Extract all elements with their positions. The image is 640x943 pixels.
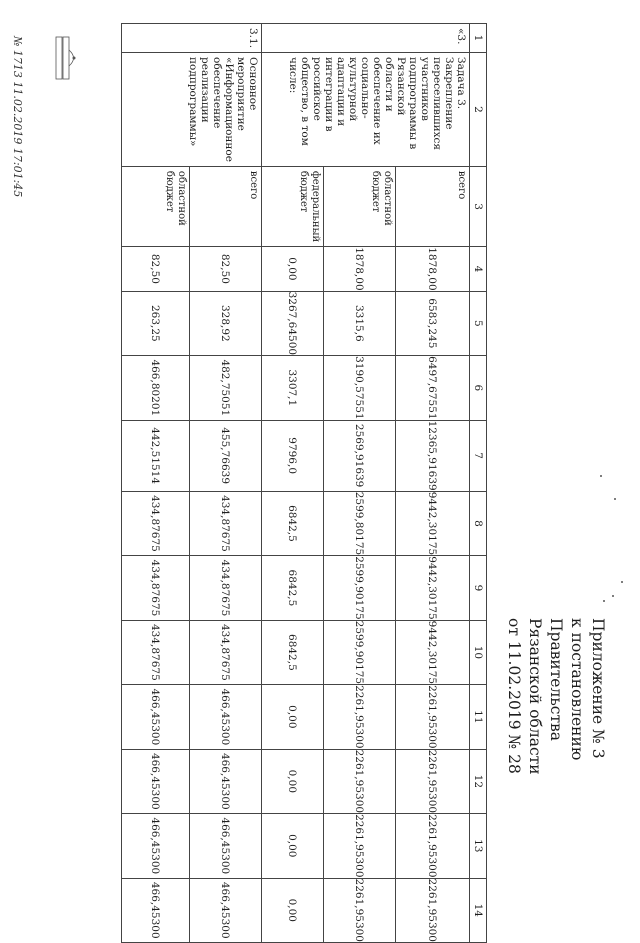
table-cell: 0,00 — [262, 247, 324, 291]
table-cell: 434,87675 — [190, 620, 262, 684]
row-name: Основное мероприятие «Информационное обеспечение реализации подпрограммы» — [122, 53, 262, 167]
table-cell: 6842,5 — [262, 491, 324, 555]
appendix-region-line: Рязанской области — [526, 618, 544, 775]
table-cell: 9442,30175 — [396, 491, 470, 555]
table-cell: 2261,95300 — [396, 685, 470, 749]
table-cell: 2261,95300 — [324, 878, 396, 942]
col-number: 12 — [470, 749, 487, 813]
appendix-resolution-line: к постановлению Правительства — [547, 618, 586, 761]
table-cell: 466,45300 — [122, 685, 190, 749]
table-cell: 3307,1 — [262, 356, 324, 420]
table-cell: 455,76639 — [190, 420, 262, 491]
table-cell: 466,45300 — [122, 749, 190, 813]
financing-table — [121, 23, 487, 943]
table-cell: 3190,57551 — [324, 356, 396, 420]
table-cell: 9442,30175 — [396, 620, 470, 684]
table-cell: 3267,64500 — [262, 291, 324, 355]
col-number: 11 — [470, 685, 487, 749]
appendix-date-line: от 11.02.2019 № 28 — [505, 618, 523, 774]
col-number: 14 — [470, 878, 487, 942]
table-cell: 9796,0 — [262, 420, 324, 491]
table-cell: 434,87675 — [122, 556, 190, 620]
scan-speck — [600, 475, 602, 477]
table-cell: 0,00 — [262, 814, 324, 878]
table-cell: 82,50 — [190, 247, 262, 291]
table-cell: 2599,90175 — [324, 620, 396, 684]
row-name: Задача 3. Закрепление переселившихся участников подпрограммы в Рязанской области и обеспечение их социально-культурной адаптации и интеграции в российское общество, в том числе: — [262, 53, 470, 167]
table-cell: 82,50 — [122, 247, 190, 291]
funding-source: федеральный бюджет — [262, 166, 324, 246]
table-cell: 9442,30175 — [396, 556, 470, 620]
table-cell: 6497,67551 — [396, 356, 470, 420]
table-cell: 434,87675 — [122, 491, 190, 555]
table-cell: 434,87675 — [122, 620, 190, 684]
table-cell: 2599,90175 — [324, 556, 396, 620]
col-number: 3 — [470, 166, 487, 246]
funding-source: областной бюджет — [324, 166, 396, 246]
col-number: 5 — [470, 291, 487, 355]
scan-speck — [603, 600, 605, 602]
table-row — [190, 24, 262, 943]
col-number: 2 — [470, 53, 487, 167]
scan-speck — [621, 581, 623, 583]
col-number: 1 — [470, 24, 487, 53]
table-cell: 0,00 — [262, 749, 324, 813]
table-cell: 466,45300 — [190, 814, 262, 878]
table-cell: 466,45300 — [122, 814, 190, 878]
col-number: 10 — [470, 620, 487, 684]
table-cell: 12365,91639 — [396, 420, 470, 491]
table-cell: 434,87675 — [190, 556, 262, 620]
table-cell: 2261,95300 — [324, 749, 396, 813]
table-cell: 1878,00 — [396, 247, 470, 291]
table-cell: 2261,95300 — [324, 814, 396, 878]
appendix-header — [503, 618, 608, 868]
col-number: 9 — [470, 556, 487, 620]
table-cell: 434,87675 — [190, 491, 262, 555]
table-cell: 3315,6 — [324, 291, 396, 355]
funding-source: областной бюджет — [122, 166, 190, 246]
table-cell: 2599,80175 — [324, 491, 396, 555]
table-cell: 2261,95300 — [396, 814, 470, 878]
col-number: 13 — [470, 814, 487, 878]
table-cell: 466,45300 — [190, 685, 262, 749]
table-row — [396, 24, 470, 943]
table-cell: 2261,95300 — [396, 749, 470, 813]
table-cell: 2261,95300 — [324, 685, 396, 749]
column-numbers-row — [470, 24, 487, 943]
table-cell: 6842,5 — [262, 556, 324, 620]
table-cell: 1878,00 — [324, 247, 396, 291]
table-cell: 0,00 — [262, 685, 324, 749]
col-number: 6 — [470, 356, 487, 420]
table-cell: 2261,95300 — [396, 878, 470, 942]
table-cell: 2569,91639 — [324, 420, 396, 491]
table-cell: 263,25 — [122, 291, 190, 355]
table-cell: 466,45300 — [190, 749, 262, 813]
table-cell: 482,75051 — [190, 356, 262, 420]
table-cell: 442,51514 — [122, 420, 190, 491]
row-number: «3. — [262, 24, 470, 53]
scan-speck — [614, 498, 616, 500]
table-cell: 6583,245 — [396, 291, 470, 355]
table-cell: 328,92 — [190, 291, 262, 355]
table-cell: 466,80201 — [122, 356, 190, 420]
table-cell: 466,45300 — [122, 878, 190, 942]
row-number: 3.1. — [122, 24, 262, 53]
appendix-title: Приложение № 3 — [589, 618, 607, 759]
scan-speck — [612, 595, 614, 597]
registration-stamp-icon — [55, 36, 79, 80]
table-cell: 0,00 — [262, 878, 324, 942]
funding-source: всего — [396, 166, 470, 246]
table-cell: 466,45300 — [190, 878, 262, 942]
col-number: 4 — [470, 247, 487, 291]
funding-source: всего — [190, 166, 262, 246]
registration-footer: № 1713 11.02.2019 17:01:45 — [11, 36, 24, 198]
col-number: 7 — [470, 420, 487, 491]
table-cell: 6842,5 — [262, 620, 324, 684]
col-number: 8 — [470, 491, 487, 555]
